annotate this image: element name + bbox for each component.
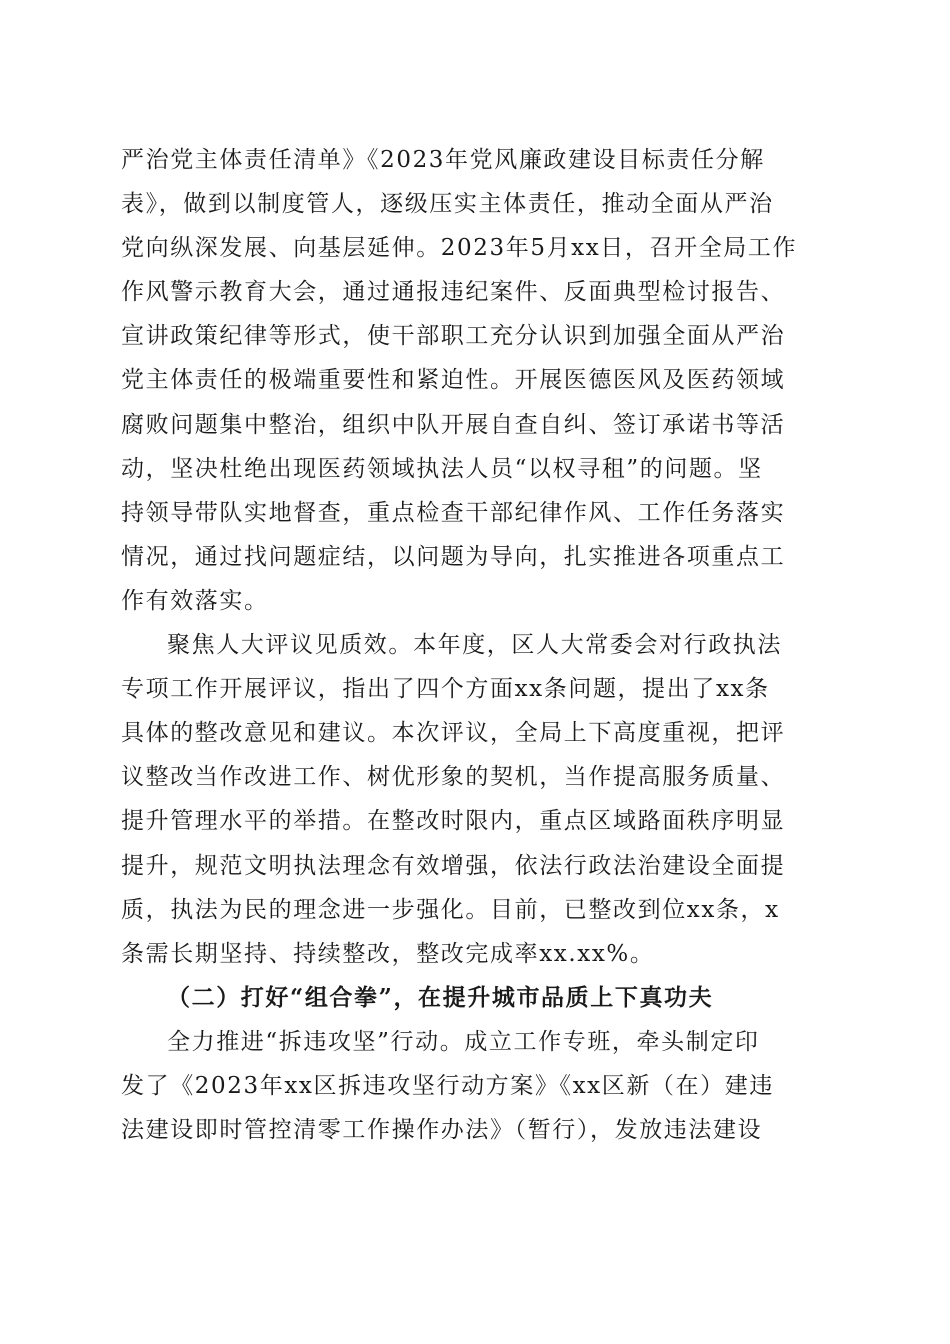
text-line: 质，执法为民的理念进一步强化。目前，已整改到位xx条，x bbox=[121, 896, 780, 923]
text-line: 党向纵深发展、向基层延伸。2023年5月xx日，召开全局工作 bbox=[121, 235, 798, 262]
text-line: 聚焦人大评议见质效。本年度，区人大常委会对行政执法 bbox=[167, 632, 782, 659]
text-line: 议整改当作改进工作、树优形象的契机，当作提高服务质量、 bbox=[121, 764, 786, 791]
text-line: 情况，通过找问题症结，以问题为导向，扎实推进各项重点工 bbox=[121, 543, 786, 570]
text-line: 条需长期坚持、持续整改，整改完成率xx.xx%。 bbox=[121, 940, 655, 967]
text-line: 严治党主体责任清单》《2023年党风廉政建设目标责任分解 bbox=[121, 147, 765, 173]
text-line: 具体的整改意见和建议。本次评议，全局上下高度重视，把评 bbox=[121, 720, 786, 747]
text-line: 腐败问题集中整治，组织中队开展自查自纠、签订承诺书等活 bbox=[121, 411, 786, 438]
text-line: 作有效落实。 bbox=[121, 587, 269, 614]
text-line: 宣讲政策纪律等形式，使干部职工充分认识到加强全面从严治 bbox=[121, 323, 786, 350]
text-line: 作风警示教育大会，通过通报违纪案件、反面典型检讨报告、 bbox=[121, 279, 786, 306]
text-line: 党主体责任的极端重要性和紧迫性。开展医德医风及医药领域 bbox=[121, 367, 786, 394]
paragraph-npc-review bbox=[121, 623, 827, 976]
text-line: 表》，做到以制度管人，逐级压实主体责任，推动全面从严治 bbox=[121, 191, 774, 218]
text-line: 动，坚决杜绝出现医药领域执法人员“以权寻租”的问题。坚 bbox=[121, 455, 763, 482]
document-body bbox=[121, 138, 827, 1152]
paragraph-demolition-campaign bbox=[121, 1020, 827, 1152]
section-heading-text: （二）打好“组合拳”，在提升城市品质上下真功夫 bbox=[167, 983, 714, 1011]
text-line: 持领导带队实地督查，重点检查干部纪律作风、工作任务落实 bbox=[121, 499, 786, 526]
text-line: 发了《2023年xx区拆违攻坚行动方案》《xx区新（在）建违 bbox=[121, 1072, 774, 1099]
paragraph-party-responsibility bbox=[121, 138, 827, 623]
text-line: 全力推进“拆违攻坚”行动。成立工作专班，牵头制定印 bbox=[167, 1028, 760, 1055]
section-heading-2 bbox=[121, 976, 827, 1020]
text-line: 专项工作开展评议，指出了四个方面xx条问题，提出了xx条 bbox=[121, 676, 770, 703]
text-line: 提升，规范文明执法理念有效增强，依法行政法治建设全面提 bbox=[121, 852, 786, 879]
text-line: 法建设即时管控清零工作操作办法》（暂行），发放违法建设 bbox=[121, 1117, 763, 1144]
text-line: 提升管理水平的举措。在整改时限内，重点区域路面秩序明显 bbox=[121, 808, 786, 835]
